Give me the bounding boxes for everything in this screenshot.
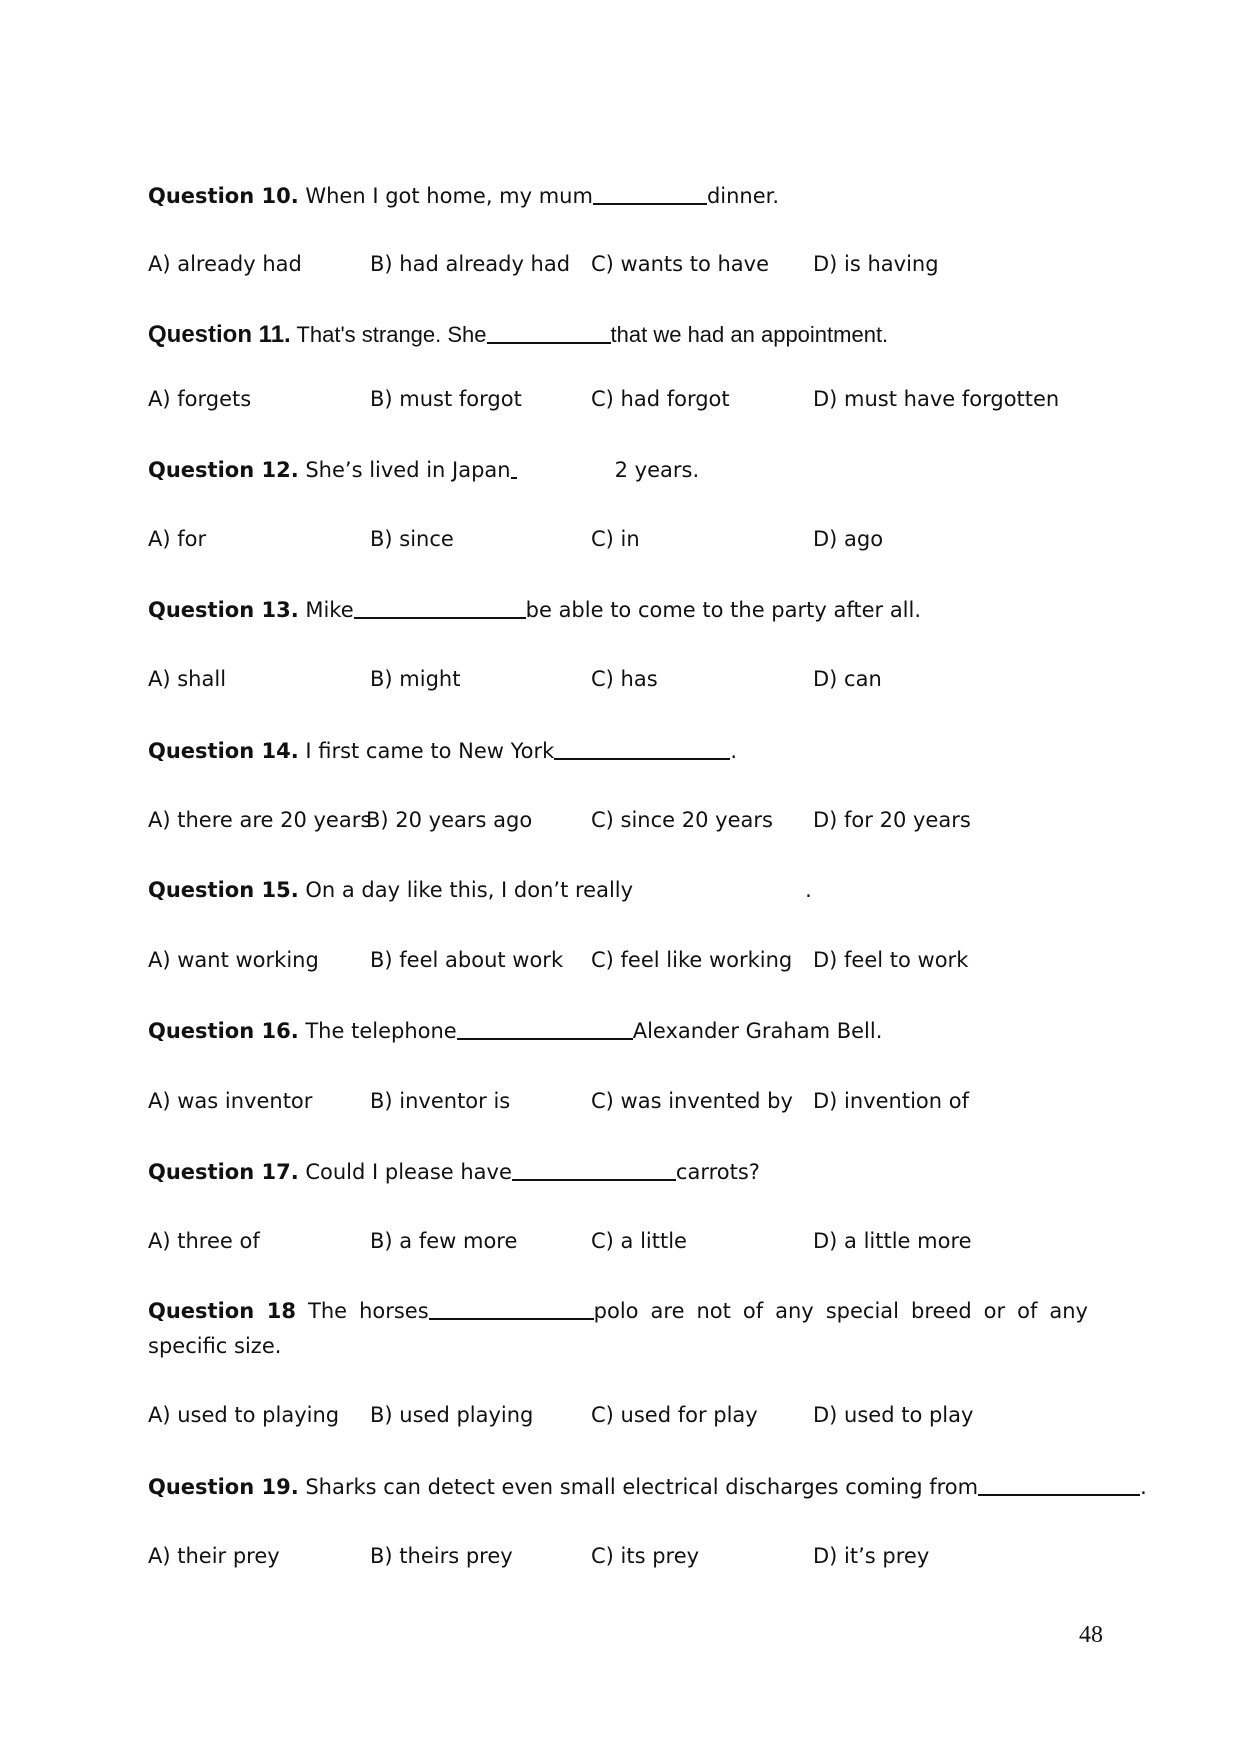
options-12 — [148, 527, 1108, 557]
question-text-after: . — [730, 739, 737, 763]
option-c[interactable]: C) was invented by — [591, 1089, 793, 1113]
question-19 — [148, 1474, 1147, 1499]
option-a[interactable]: A) there are 20 years — [148, 808, 372, 832]
option-a[interactable]: A) already had — [148, 252, 302, 276]
question-text-after: be able to come to the party after all. — [525, 598, 922, 622]
option-d[interactable]: D) ago — [813, 527, 884, 551]
option-a[interactable]: A) want working — [148, 948, 319, 972]
option-a[interactable]: A) used to playing — [148, 1403, 340, 1427]
answer-blank — [487, 322, 611, 344]
question-17 — [148, 1159, 760, 1184]
question-text: That's strange. She — [290, 322, 487, 347]
option-b[interactable]: B) must forgot — [370, 387, 522, 411]
options-13 — [148, 667, 1108, 697]
option-c[interactable]: C) wants to have — [591, 252, 770, 276]
page-number: 48 — [1079, 1622, 1103, 1648]
question-label: Question 18 — [148, 1299, 297, 1323]
option-d[interactable]: D) feel to work — [813, 948, 969, 972]
option-b[interactable]: B) since — [370, 527, 454, 551]
option-c[interactable]: C) had forgot — [591, 387, 730, 411]
question-text-after: that we had an appointment. — [610, 322, 889, 347]
question-11 — [148, 321, 888, 349]
option-c[interactable]: C) in — [591, 527, 640, 551]
question-text: The telephone — [298, 1019, 457, 1043]
question-text: Mike — [298, 598, 354, 622]
question-text: When I got home, my mum — [298, 184, 593, 208]
option-a[interactable]: A) shall — [148, 667, 227, 691]
option-d[interactable]: D) for 20 years — [813, 808, 971, 832]
answer-blank — [457, 1018, 633, 1040]
answer-blank — [554, 738, 730, 760]
question-15 — [148, 878, 812, 902]
answer-blank — [354, 597, 526, 619]
question-text: Sharks can detect even small electrical discharges coming from — [298, 1475, 979, 1499]
answer-blank — [429, 1298, 594, 1320]
option-d[interactable]: D) is having — [813, 252, 939, 276]
question-text-after: . — [1140, 1475, 1147, 1499]
options-17 — [148, 1229, 1108, 1259]
question-16 — [148, 1018, 882, 1043]
question-text: I first came to New York — [298, 739, 555, 763]
options-16 — [148, 1089, 1108, 1119]
question-label: Question 15. — [148, 878, 299, 902]
option-b[interactable]: B) feel about work — [370, 948, 564, 972]
option-b[interactable]: B) inventor is — [370, 1089, 511, 1113]
option-c[interactable]: C) feel like working — [591, 948, 793, 972]
question-label: Question 19. — [148, 1475, 299, 1499]
option-a[interactable]: A) their prey — [148, 1544, 280, 1568]
question-13 — [148, 597, 921, 622]
option-a[interactable]: A) forgets — [148, 387, 252, 411]
question-text-after: . — [805, 878, 812, 902]
question-text-after: carrots? — [675, 1160, 760, 1184]
question-text: The horses — [296, 1299, 429, 1323]
question-14 — [148, 738, 737, 763]
question-text-after: Alexander Graham Bell. — [632, 1019, 883, 1043]
options-15 — [148, 948, 1108, 978]
option-b[interactable]: B) theirs prey — [370, 1544, 513, 1568]
options-19 — [148, 1544, 1108, 1574]
option-c[interactable]: C) a little — [591, 1229, 687, 1253]
option-a[interactable]: A) for — [148, 527, 207, 551]
question-10 — [148, 183, 779, 208]
option-c[interactable]: C) has — [591, 667, 658, 691]
question-label: Question 13. — [148, 598, 299, 622]
option-c[interactable]: C) its prey — [591, 1544, 700, 1568]
options-14 — [148, 808, 1108, 838]
options-18 — [148, 1403, 1108, 1433]
question-label: Question 12. — [148, 458, 299, 482]
option-b[interactable]: B) 20 years ago — [366, 808, 533, 832]
question-label: Question 10. — [148, 184, 299, 208]
question-text: On a day like this, I don’t really — [298, 878, 634, 902]
option-b[interactable]: B) might — [370, 667, 461, 691]
question-label: Question 11. — [148, 321, 291, 348]
option-d[interactable]: D) can — [813, 667, 882, 691]
question-label: Question 16. — [148, 1019, 299, 1043]
option-a[interactable]: A) was inventor — [148, 1089, 313, 1113]
answer-blank — [593, 183, 707, 205]
question-text-after: polo are not of any special breed or of any specific size. — [148, 1299, 1088, 1358]
option-d[interactable]: D) must have forgotten — [813, 387, 1060, 411]
question-label: Question 17. — [148, 1160, 299, 1184]
option-b[interactable]: B) a few more — [370, 1229, 518, 1253]
option-d[interactable]: D) a little more — [813, 1229, 972, 1253]
options-11 — [148, 387, 1108, 417]
question-text: She’s lived in Japan — [298, 458, 511, 482]
question-text: Could I please have — [298, 1160, 512, 1184]
answer-blank — [978, 1474, 1140, 1496]
question-text-after: 2 years. — [614, 458, 700, 482]
option-c[interactable]: C) used for play — [591, 1403, 758, 1427]
option-d[interactable]: D) invention of — [813, 1089, 969, 1113]
question-text-after: dinner. — [706, 184, 780, 208]
question-label: Question 14. — [148, 739, 299, 763]
option-c[interactable]: C) since 20 years — [591, 808, 773, 832]
question-18 — [148, 1294, 1088, 1364]
answer-blank — [633, 879, 805, 899]
question-12 — [148, 457, 699, 482]
option-b[interactable]: B) used playing — [370, 1403, 534, 1427]
option-b[interactable]: B) had already had — [370, 252, 571, 276]
option-a[interactable]: A) three of — [148, 1229, 260, 1253]
option-d[interactable]: D) used to play — [813, 1403, 974, 1427]
option-d[interactable]: D) it’s prey — [813, 1544, 930, 1568]
answer-blank — [512, 1159, 676, 1181]
options-10 — [148, 252, 1108, 282]
